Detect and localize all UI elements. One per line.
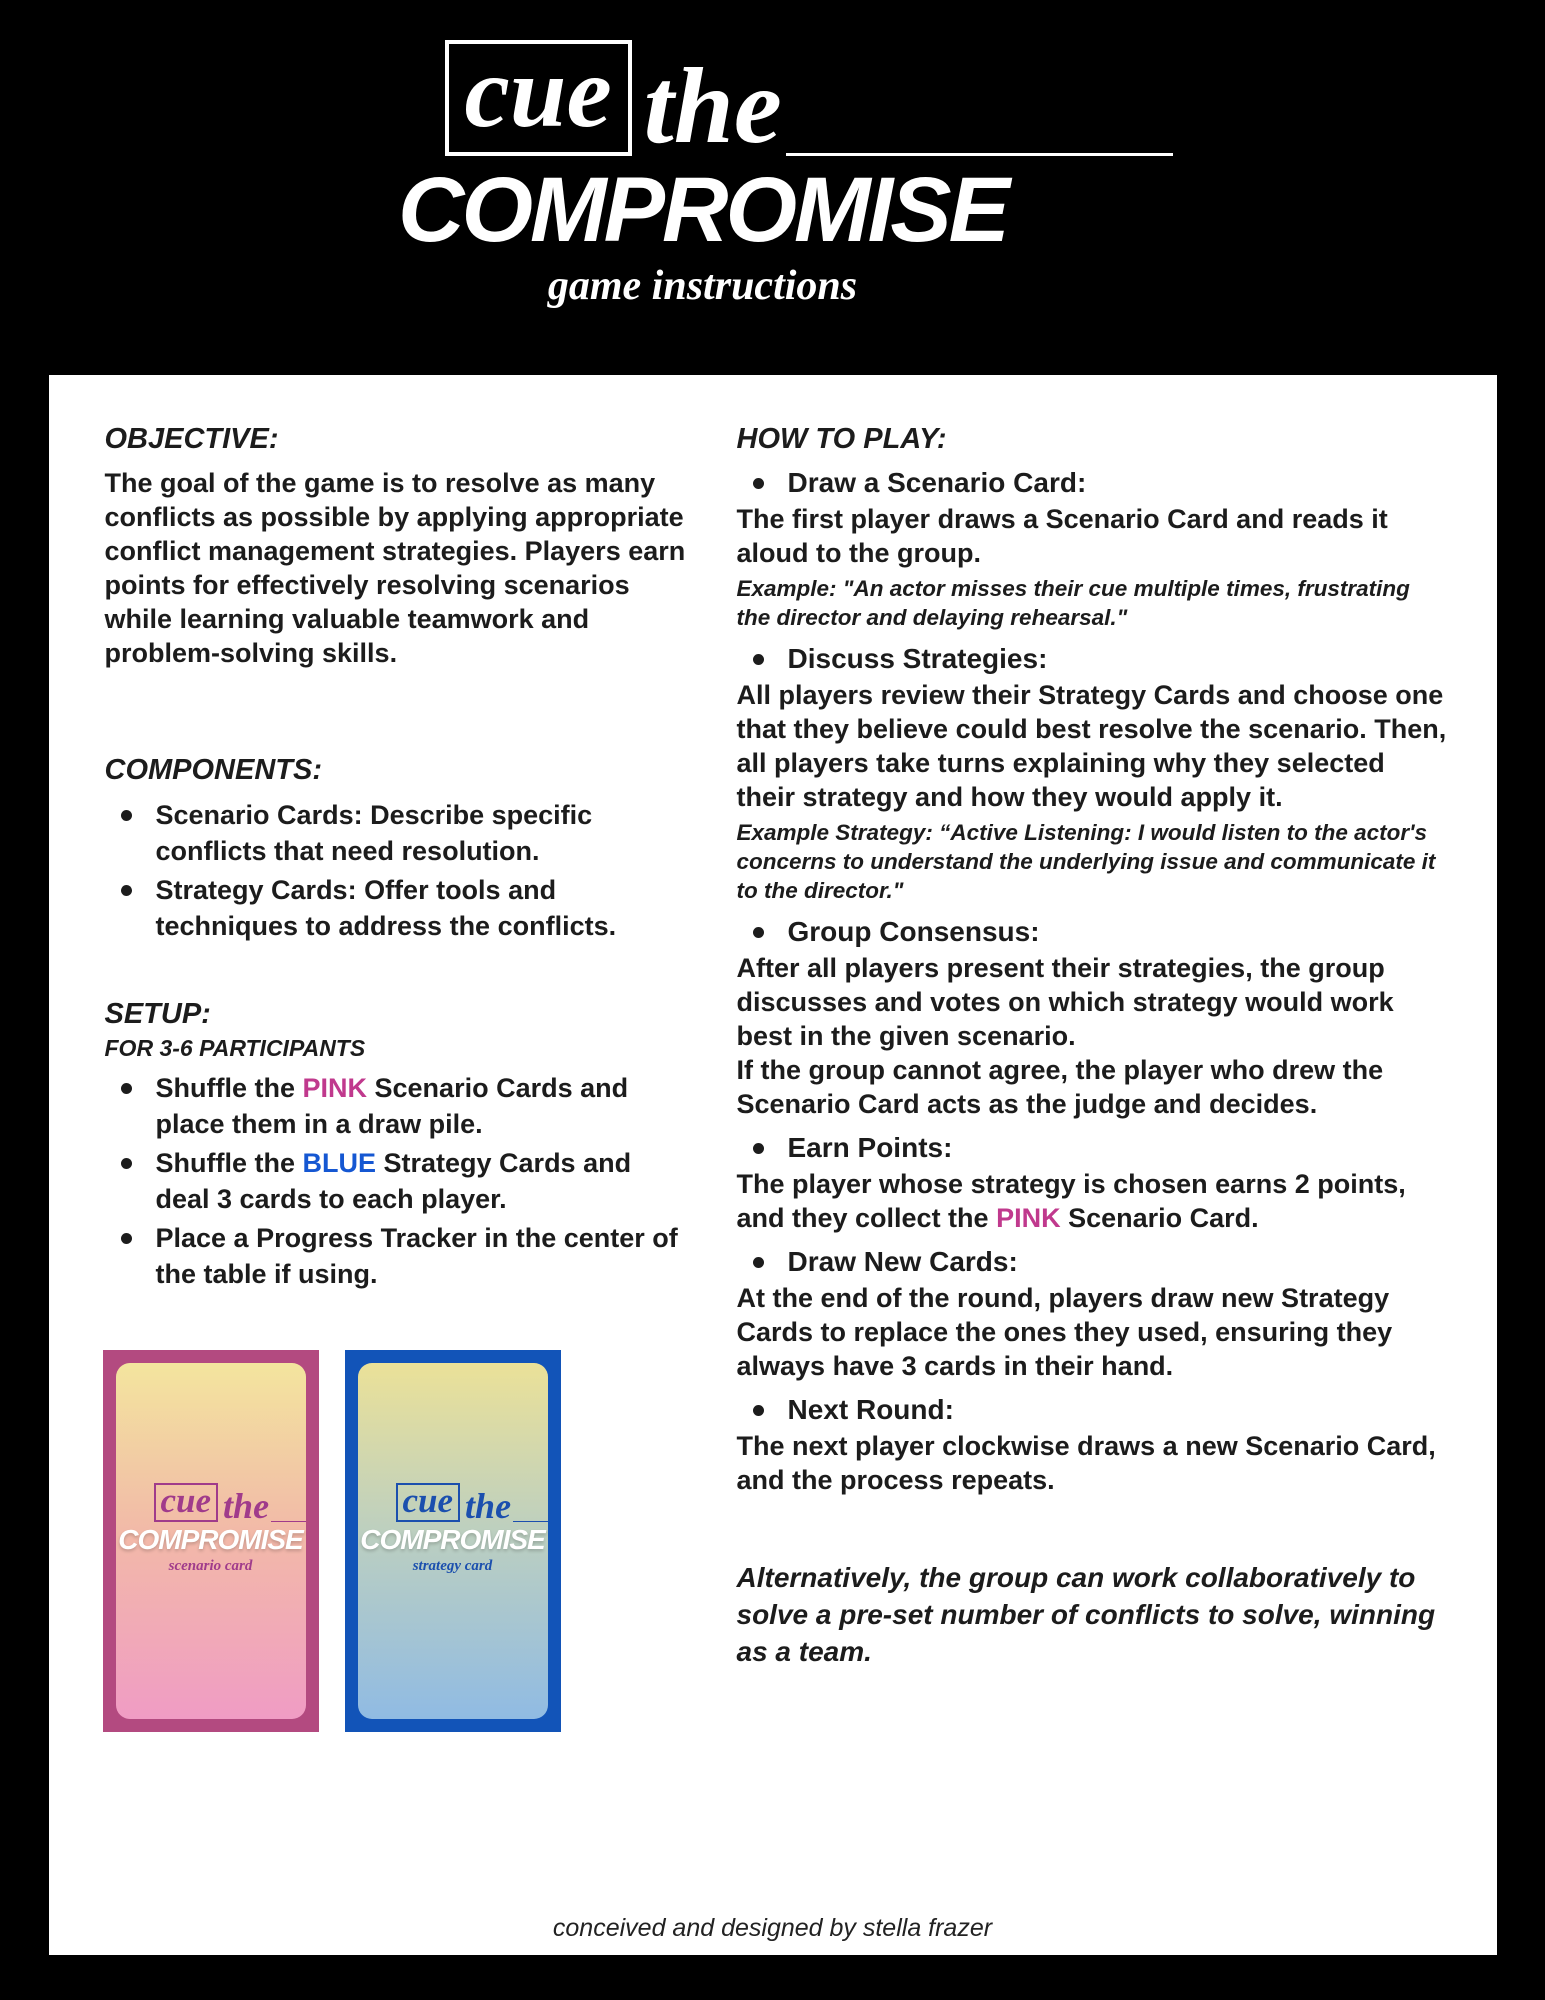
alternative-mode-note: Alternatively, the group can work collaboratively to solve a pre-set number of conflicts to solve, winning as a team. (736, 1562, 1436, 1667)
step-title (737, 640, 1447, 678)
step-body (737, 1167, 1447, 1235)
strategy-card-logo (358, 1480, 548, 1576)
setup-heading: SETUP: (104, 998, 211, 1030)
bullet-dot-icon (753, 654, 764, 665)
step-example: Example Strategy: “Active Listening: I would listen to the actor's concerns to understand the underlying issue and communicate it to the director." (736, 820, 1436, 903)
scenario-card-type-label: scenario card (168, 1558, 253, 1575)
scenario-card-face (116, 1363, 306, 1719)
step-title-text: Discuss Strategies: (787, 643, 1048, 674)
step-title-text: Group Consensus: (787, 916, 1040, 947)
setup-item-pre: Shuffle the (155, 1148, 303, 1178)
bullet-dot-icon (753, 1143, 764, 1154)
logo-subtitle: game instructions (547, 262, 858, 309)
strategy-card-preview (345, 1350, 561, 1732)
step-title (737, 464, 1447, 502)
bullet-dot-icon (753, 1405, 764, 1416)
step-title-text: Draw New Cards: (787, 1246, 1018, 1277)
bullet-dot-icon (121, 1158, 132, 1169)
logo-underline-rule (786, 153, 1173, 156)
left-column (105, 423, 691, 1955)
step-title-text: Draw a Scenario Card: (787, 467, 1087, 498)
step-example: Example: "An actor misses their cue multiple times, frustrating the director and delaying rehearsal." (736, 576, 1410, 630)
scenario-card-cue-word: cue (154, 1483, 219, 1523)
setup-item-text: Place a Progress Tracker in the center of the table if using. (155, 1223, 678, 1289)
components-item-text: Strategy Cards: Offer tools and techniques to address the conflicts. (155, 875, 617, 941)
objective-body: The goal of the game is to resolve as many conflicts as possible by applying appropriate conflict management strategies. Players earn points for effectively resolving scenarios while learning valuable teamwork and problem-solving skills. (104, 468, 686, 668)
strategy-card-type-label: strategy card (412, 1558, 493, 1575)
bullet-dot-icon (121, 885, 132, 896)
strategy-card-face (358, 1363, 548, 1719)
step-title-text: Next Round: (787, 1394, 954, 1425)
step-body-post: Scenario Card. (1060, 1203, 1259, 1233)
setup-item-post: Strategy Cards and deal 3 cards to each player. (155, 1148, 632, 1214)
step-title-text: Earn Points: (787, 1132, 953, 1163)
step-title (737, 1391, 1447, 1429)
logo-cue-boxed-word: cue (445, 40, 632, 156)
scenario-card-title: COMPROMISE (118, 1524, 303, 1556)
scenario-card-the-word: the (223, 1485, 270, 1526)
step-body: After all players present their strategies, the group discusses and votes on which strategy would work best in the given scenario. (736, 953, 1394, 1051)
components-heading: COMPONENTS: (104, 754, 322, 786)
components-item-text: Scenario Cards: Describe specific conflicts that need resolution. (155, 800, 593, 866)
logo-title: COMPROMISE (398, 158, 1007, 261)
bullet-dot-icon (121, 810, 132, 821)
objective-heading: OBJECTIVE: (104, 423, 279, 455)
step-body: The next player clockwise draws a new Scenario Card, and the process repeats. (736, 1431, 1436, 1495)
designer-credit: conceived and designed by stella frazer (552, 1914, 993, 1942)
bullet-dot-icon (753, 1257, 764, 1268)
setup-item (105, 1070, 691, 1142)
instruction-sheet (49, 375, 1497, 1955)
strategy-card-cue-word: cue (396, 1483, 461, 1523)
components-item (105, 797, 691, 869)
step-title (737, 913, 1447, 951)
setup-participants-note: FOR 3-6 PARTICIPANTS (104, 1035, 366, 1061)
logo-cue-the-row (445, 36, 1173, 166)
right-column (737, 423, 1447, 1955)
scenario-card-cue-row (154, 1480, 306, 1526)
setup-item-text (156, 1070, 691, 1142)
blue-highlight-word: BLUE (302, 1148, 376, 1178)
setup-item-text (156, 1145, 691, 1217)
bullet-dot-icon (121, 1233, 132, 1244)
strategy-card-cue-row (396, 1480, 548, 1526)
scenario-card-rule (271, 1521, 305, 1522)
setup-item-post: Scenario Cards and place them in a draw pile. (155, 1073, 629, 1139)
bullet-dot-icon (121, 1083, 132, 1094)
bullet-dot-icon (753, 927, 764, 938)
card-previews (103, 1350, 691, 1732)
step-title (737, 1129, 1447, 1167)
pink-highlight-word: PINK (996, 1203, 1061, 1233)
setup-item (105, 1220, 691, 1292)
setup-item-pre: Shuffle the (155, 1073, 303, 1103)
how-to-play-heading: HOW TO PLAY: (736, 423, 947, 455)
scenario-card-preview (103, 1350, 319, 1732)
components-item (105, 872, 691, 944)
step-body-secondary: If the group cannot agree, the player who drew the Scenario Card acts as the judge and decides. (736, 1055, 1384, 1119)
step-body: At the end of the round, players draw new Strategy Cards to replace the ones they used, ensuring they always have 3 cards in their hand. (736, 1283, 1393, 1381)
game-logo (373, 0, 1173, 310)
strategy-card-title: COMPROMISE (360, 1524, 545, 1556)
setup-item (105, 1145, 691, 1217)
pink-highlight-word: PINK (302, 1073, 368, 1103)
strategy-card-the-word: the (465, 1485, 512, 1526)
logo-the-word: the (643, 46, 782, 166)
step-body: The first player draws a Scenario Card and reads it aloud to the group. (736, 504, 1388, 568)
scenario-card-logo (116, 1480, 306, 1576)
step-body-pre: The player whose strategy is chosen earns 2 points, and they collect the (736, 1169, 1406, 1233)
header-banner (0, 0, 1545, 375)
step-title (737, 1243, 1447, 1281)
bullet-dot-icon (753, 478, 764, 489)
step-body: All players review their Strategy Cards and choose one that they believe could best resolve the scenario. Then, all players take turns explaining why they selected their strategy and how they would apply it. (736, 680, 1447, 812)
strategy-card-rule (513, 1521, 547, 1522)
